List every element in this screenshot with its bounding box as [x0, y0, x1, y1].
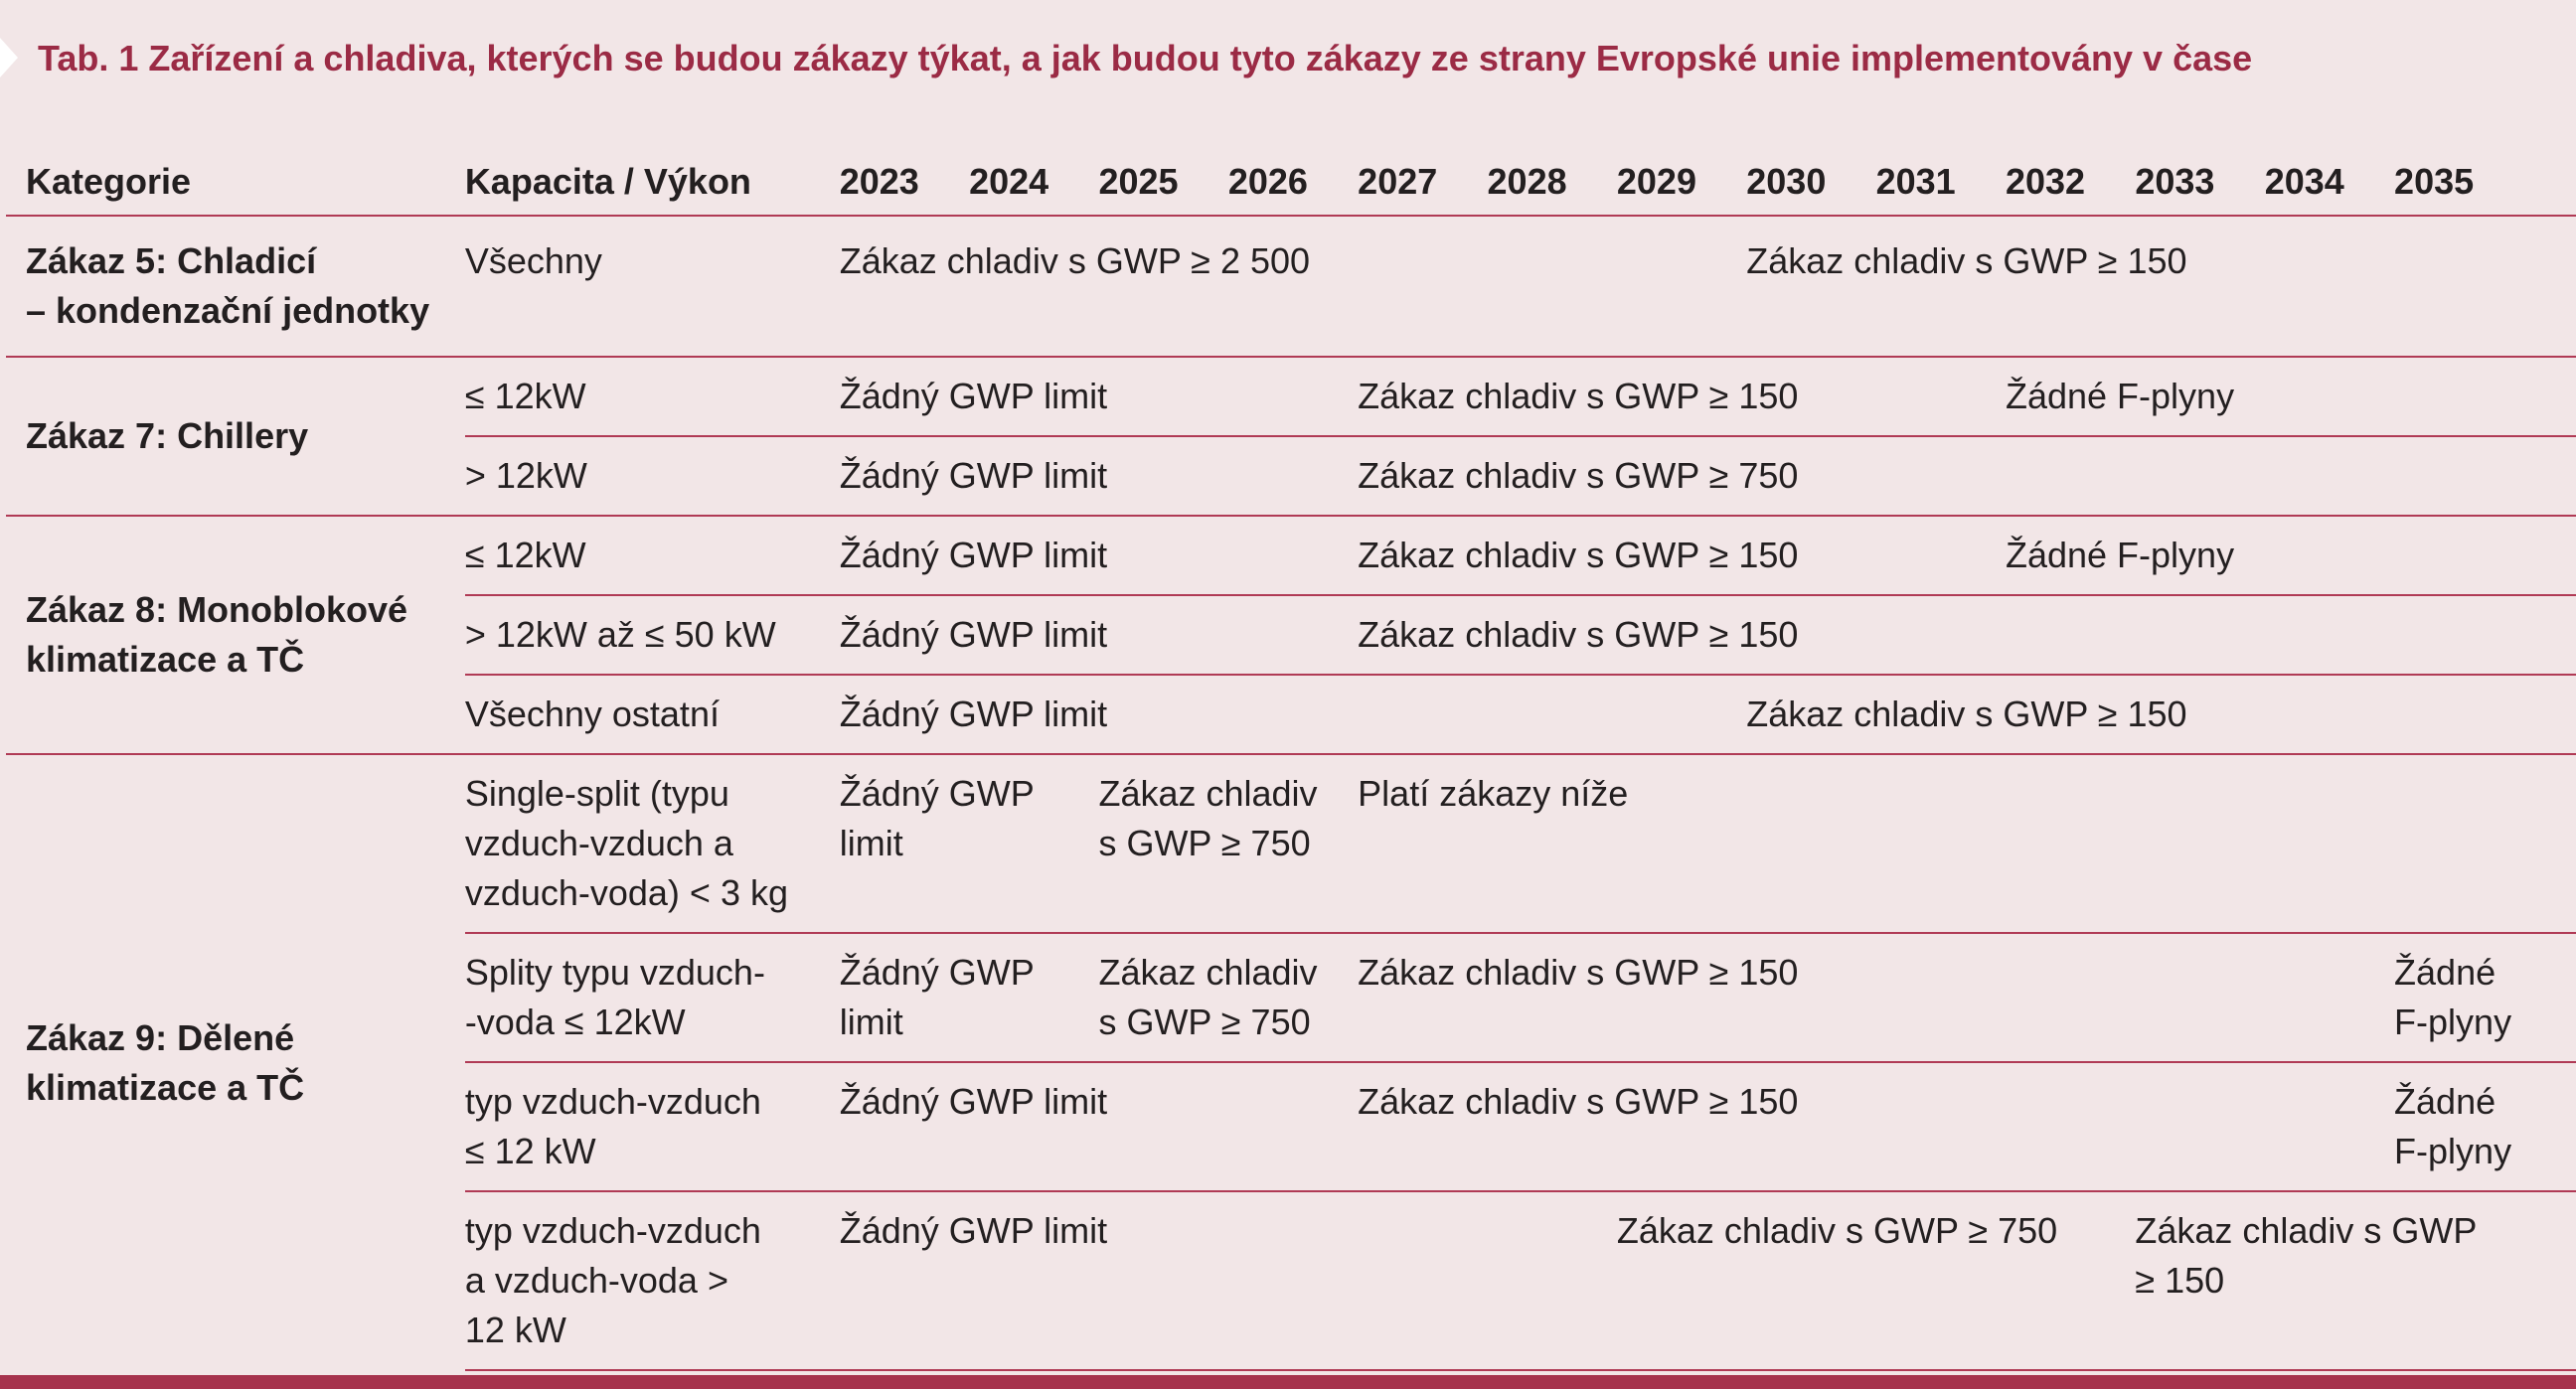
bottom-bar	[0, 1375, 2576, 1389]
header-year: 2029	[1616, 161, 1696, 202]
rule-cell: Žádný GWP limit	[840, 754, 1099, 933]
header-year: 2033	[2135, 161, 2215, 202]
rule-cell: Žádný GWP limit	[840, 516, 1358, 595]
capacity-cell: Splity typu vzduch- -voda ≤ 12kW	[465, 933, 840, 1062]
capacity-cell: > 12kW až ≤ 50 kW	[465, 595, 840, 675]
rule-cell: Žádný GWP limit	[840, 933, 1099, 1062]
header-year: 2034	[2264, 161, 2344, 202]
capacity-cell: ≤ 12kW	[465, 516, 840, 595]
rule-cell: Zákaz chladiv s GWP ≥ 750	[1098, 933, 1358, 1062]
header-year: 2028	[1487, 161, 1567, 202]
rule-cell: Žádný GWP limit	[840, 357, 1358, 436]
capacity-cell: > 12kW	[465, 436, 840, 516]
rule-cell: Žádný GWP limit	[840, 675, 1747, 754]
table-row	[6, 754, 2576, 933]
table-row	[6, 216, 2576, 357]
rule-cell: Žádné F-plyny	[2394, 933, 2576, 1062]
rule-cell: Zákaz chladiv s GWP ≥ 150	[1746, 216, 2576, 357]
capacity-cell: Všechny	[465, 216, 840, 357]
rule-cell: Platí zákazy níže	[1358, 754, 2576, 933]
header-year: 2031	[1875, 161, 1956, 202]
rule-cell: Žádné F-plyny	[2394, 1062, 2576, 1191]
category-label: Zákaz 9: Dělené klimatizace a TČ	[6, 754, 465, 1370]
rule-cell: Žádný GWP limit	[840, 1062, 1358, 1191]
capacity-cell: Single-split (typu vzduch-vzduch a vzduch-voda) < 3 kg	[465, 754, 840, 933]
capacity-cell: ≤ 12kW	[465, 357, 840, 436]
rule-cell: Žádný GWP limit	[840, 595, 1358, 675]
rule-cell: Zákaz chladiv s GWP ≥ 150	[2135, 1191, 2576, 1370]
category-label: Zákaz 5: Chladicí – kondenzační jednotky	[6, 216, 465, 357]
header-row	[6, 149, 2576, 216]
rule-cell: Žádný GWP limit	[840, 1191, 1617, 1370]
rule-cell: Zákaz chladiv s GWP ≥ 150	[1358, 1062, 2394, 1191]
header-year: 2026	[1227, 161, 1308, 202]
table-row	[6, 357, 2576, 436]
header-year: 2023	[839, 161, 919, 202]
rule-cell: Zákaz chladiv s GWP ≥ 150	[1358, 357, 2006, 436]
rule-cell: Zákaz chladiv s GWP ≥ 750	[1617, 1191, 2135, 1370]
header-year: 2024	[969, 161, 1049, 202]
capacity-cell: typ vzduch-vzduch ≤ 12 kW	[465, 1062, 840, 1191]
header-year: 2032	[2005, 161, 2086, 202]
header-year: 2025	[1098, 161, 1179, 202]
rule-cell: Zákaz chladiv s GWP ≥ 750	[1098, 754, 1358, 933]
rule-cell: Zákaz chladiv s GWP ≥ 150	[1358, 516, 2006, 595]
rule-cell: Zákaz chladiv s GWP ≥ 150	[1358, 933, 2394, 1062]
header-year: 2035	[2394, 161, 2475, 202]
category-label: Zákaz 7: Chillery	[6, 357, 465, 516]
header-capacity: Kapacita / Výkon	[464, 161, 751, 202]
rule-cell: Zákaz chladiv s GWP ≥ 150	[1746, 675, 2576, 754]
rule-cell: Zákaz chladiv s GWP ≥ 2 500	[840, 216, 1747, 357]
rule-cell: Žádný GWP limit	[840, 436, 1358, 516]
header-year: 2027	[1358, 161, 1438, 202]
rule-cell: Žádné F-plyny	[2006, 516, 2576, 595]
rule-cell: Žádné F-plyny	[2006, 357, 2576, 436]
category-label: Zákaz 8: Monoblokové klimatizace a TČ	[6, 516, 465, 754]
header-category: Kategorie	[26, 161, 192, 202]
title-arrow-icon	[0, 38, 18, 77]
capacity-cell: Všechny ostatní	[465, 675, 840, 754]
rule-cell: Zákaz chladiv s GWP ≥ 750	[1358, 436, 2576, 516]
header-year: 2030	[1746, 161, 1827, 202]
table-row	[6, 516, 2576, 595]
capacity-cell: typ vzduch-vzduch a vzduch-voda > 12 kW	[465, 1191, 840, 1370]
regulation-table	[6, 149, 2576, 1371]
table-title: Tab. 1 Zařízení a chladiva, kterých se budou zákazy týkat, a jak budou tyto zákazy ze strany Evropské unie implementovány v čase	[38, 38, 2253, 78]
rule-cell: Zákaz chladiv s GWP ≥ 150	[1358, 595, 2576, 675]
